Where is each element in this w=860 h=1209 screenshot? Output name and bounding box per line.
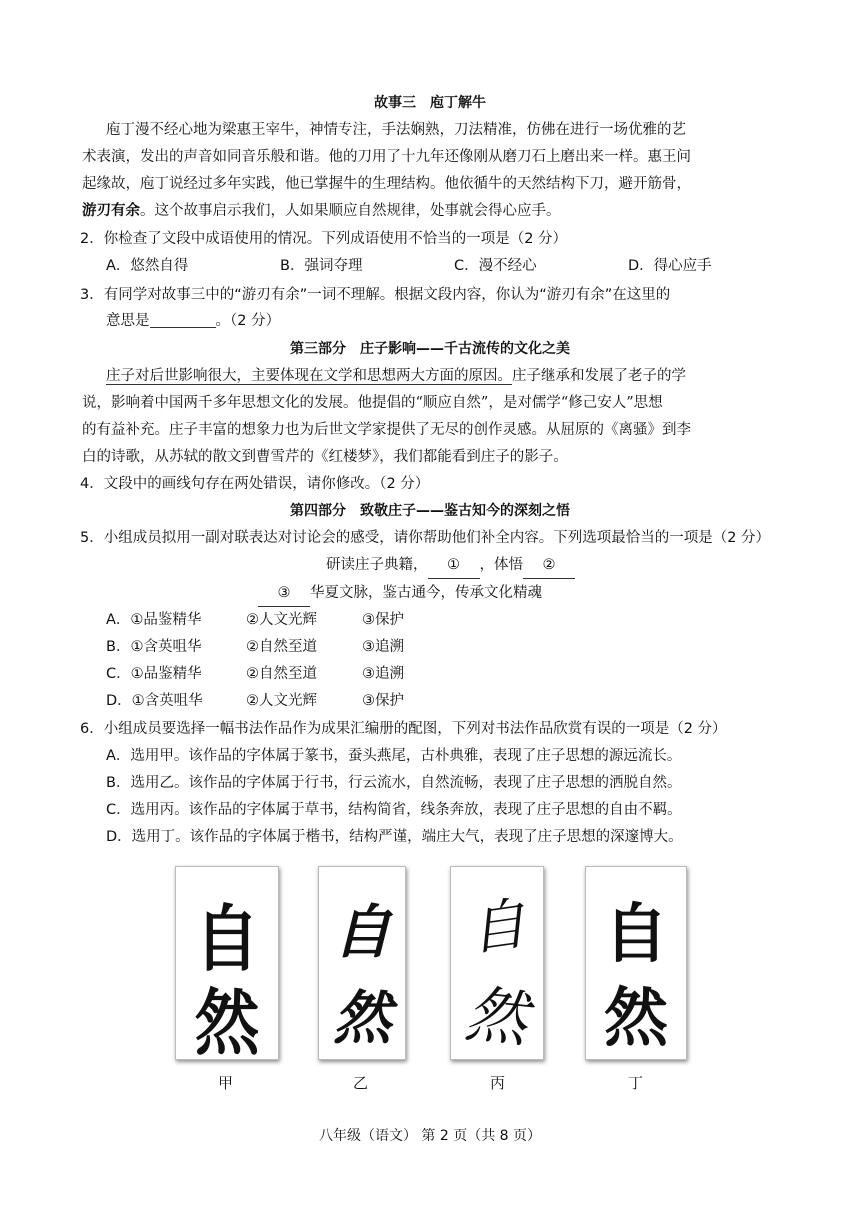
- part3-para-line2: 说，影响着中国两千多年思想文化的发展。他提倡的“顺应自然”，是对儒学“修己安人”思想: [82, 395, 663, 411]
- answer-blank[interactable]: [150, 311, 216, 328]
- q2-option-d[interactable]: D．得心应手: [628, 258, 712, 274]
- q6-option-a[interactable]: A．选用甲。该作品的字体属于篆书，蚕头燕尾，古朴典雅，表现了庄子思想的源远流长。: [106, 748, 682, 764]
- question-2-options: [106, 253, 806, 279]
- part3-title: 第三部分 庄子影响——千古流传的文化之美: [290, 341, 570, 357]
- question-3-stem: 3．有同学对故事三中的“游刃有余”一词不理解。根据文段内容，你认为“游刃有余”在这里的: [80, 287, 671, 303]
- caption-ding: 丁: [628, 1074, 644, 1092]
- story3-para-line4: 游刃有余。这个故事启示我们，人如果顺应自然规律，处事就会得心应手。: [82, 202, 561, 219]
- story3-title: 故事三 庖丁解牛: [374, 95, 486, 111]
- q6-option-c[interactable]: C．选用丙。该作品的字体属于草书，结构简省，线条奔放，表现了庄子思想的自由不羁。: [106, 802, 682, 818]
- story3-para-line1: 庖丁漫不经心地为梁惠王宰牛，神情专注，手法娴熟，刀法精准，仿佛在进行一场优雅的艺: [106, 122, 686, 138]
- question-6-stem: 6．小组成员要选择一幅书法作品作为成果汇编册的配图，下列对书法作品欣赏有误的一项是（2 分）: [80, 721, 727, 737]
- page-footer: 八年级（语文） 第 2 页（共 8 页）: [318, 1128, 542, 1144]
- q6-option-d[interactable]: D．选用丁。该作品的字体属于楷书，结构严谨，端庄大气，表现了庄子思想的深邃博大。: [106, 829, 683, 845]
- caption-yi: 乙: [353, 1074, 369, 1092]
- caption-bing: 丙: [490, 1074, 506, 1092]
- couplet-line1: 研读庄子典籍， ① ，体悟 ②: [326, 552, 860, 579]
- q2-option-b[interactable]: B．强词夺理: [280, 258, 363, 274]
- q5-option-c[interactable]: C．①品鉴精华 ②自然至道 ③追溯: [106, 666, 404, 682]
- question-2-stem: 2．你检查了文段中成语使用的情况。下列成语使用不恰当的一项是（2 分）: [80, 231, 568, 247]
- part3-para-line4: 白的诗歌，从苏轼的散文到曹雪芹的《红楼梦》，我们都能看到庄子的影子。: [82, 449, 568, 465]
- part3-para-line3: 的有益补充。庄子丰富的想象力也为后世文学家提供了无尽的创作灵感。从屈原的《离骚》到李: [82, 422, 691, 438]
- idiom-youren-youyu: 游刃有余: [82, 202, 140, 219]
- question-3-line2: 意思是 。（2 分）: [106, 313, 281, 329]
- q5-option-a[interactable]: A．①品鉴精华 ②人文光辉 ③保护: [106, 612, 404, 628]
- couplet-blank-3[interactable]: ③: [258, 580, 310, 607]
- q2-option-a[interactable]: A．悠然自得: [106, 258, 189, 274]
- caption-jia: 甲: [218, 1074, 234, 1092]
- calligraphy-yi: 自 然: [318, 866, 406, 1060]
- calligraphy-ding: 自 然: [585, 866, 687, 1060]
- calligraphy-jia: 自 然: [175, 866, 279, 1060]
- calligraphy-bing: 自 然: [450, 866, 544, 1060]
- q6-option-b[interactable]: B．选用乙。该作品的字体属于行书，行云流水，自然流畅，表现了庄子思想的洒脱自然。: [106, 775, 682, 791]
- story3-para-line2: 术表演，发出的声音如同音乐般和谐。他的刀用了十九年还像刚从磨刀石上磨出来一样。惠王问: [82, 149, 691, 165]
- part3-para-line1: 庄子对后世影响很大，主要体现在文学和思想两大方面的原因。庄子继承和发展了老子的学: [106, 368, 686, 384]
- couplet-line2: ③ 华夏文脉，鉴古通今，传承文化精魂: [258, 580, 860, 607]
- q2-option-c[interactable]: C．漫不经心: [454, 258, 537, 274]
- q5-option-d[interactable]: D．①含英咀华 ②人文光辉 ③保护: [106, 693, 404, 709]
- q5-option-b[interactable]: B．①含英咀华 ②自然至道 ③追溯: [106, 639, 404, 655]
- question-4-stem: 4．文段中的画线句存在两处错误，请你修改。（2 分）: [80, 476, 430, 492]
- story3-para-line3: 起缘故，庖丁说经过多年实践，他已掌握牛的生理结构。他依循牛的天然结构下刀，避开筋骨，: [82, 176, 691, 192]
- part4-title: 第四部分 致敬庄子——鉴古知今的深刻之悟: [290, 503, 570, 519]
- question-5-stem: 5．小组成员拟用一副对联表达对讨论会的感受，请你帮助他们补全内容。下列选项最恰当的一项是（2 分）: [80, 530, 771, 546]
- couplet-blank-1[interactable]: ①: [428, 552, 480, 579]
- couplet-blank-2[interactable]: ②: [523, 552, 575, 579]
- underlined-sentence: 庄子对后世影响很大，主要体现在文学和思想两大方面的原因。: [106, 368, 512, 384]
